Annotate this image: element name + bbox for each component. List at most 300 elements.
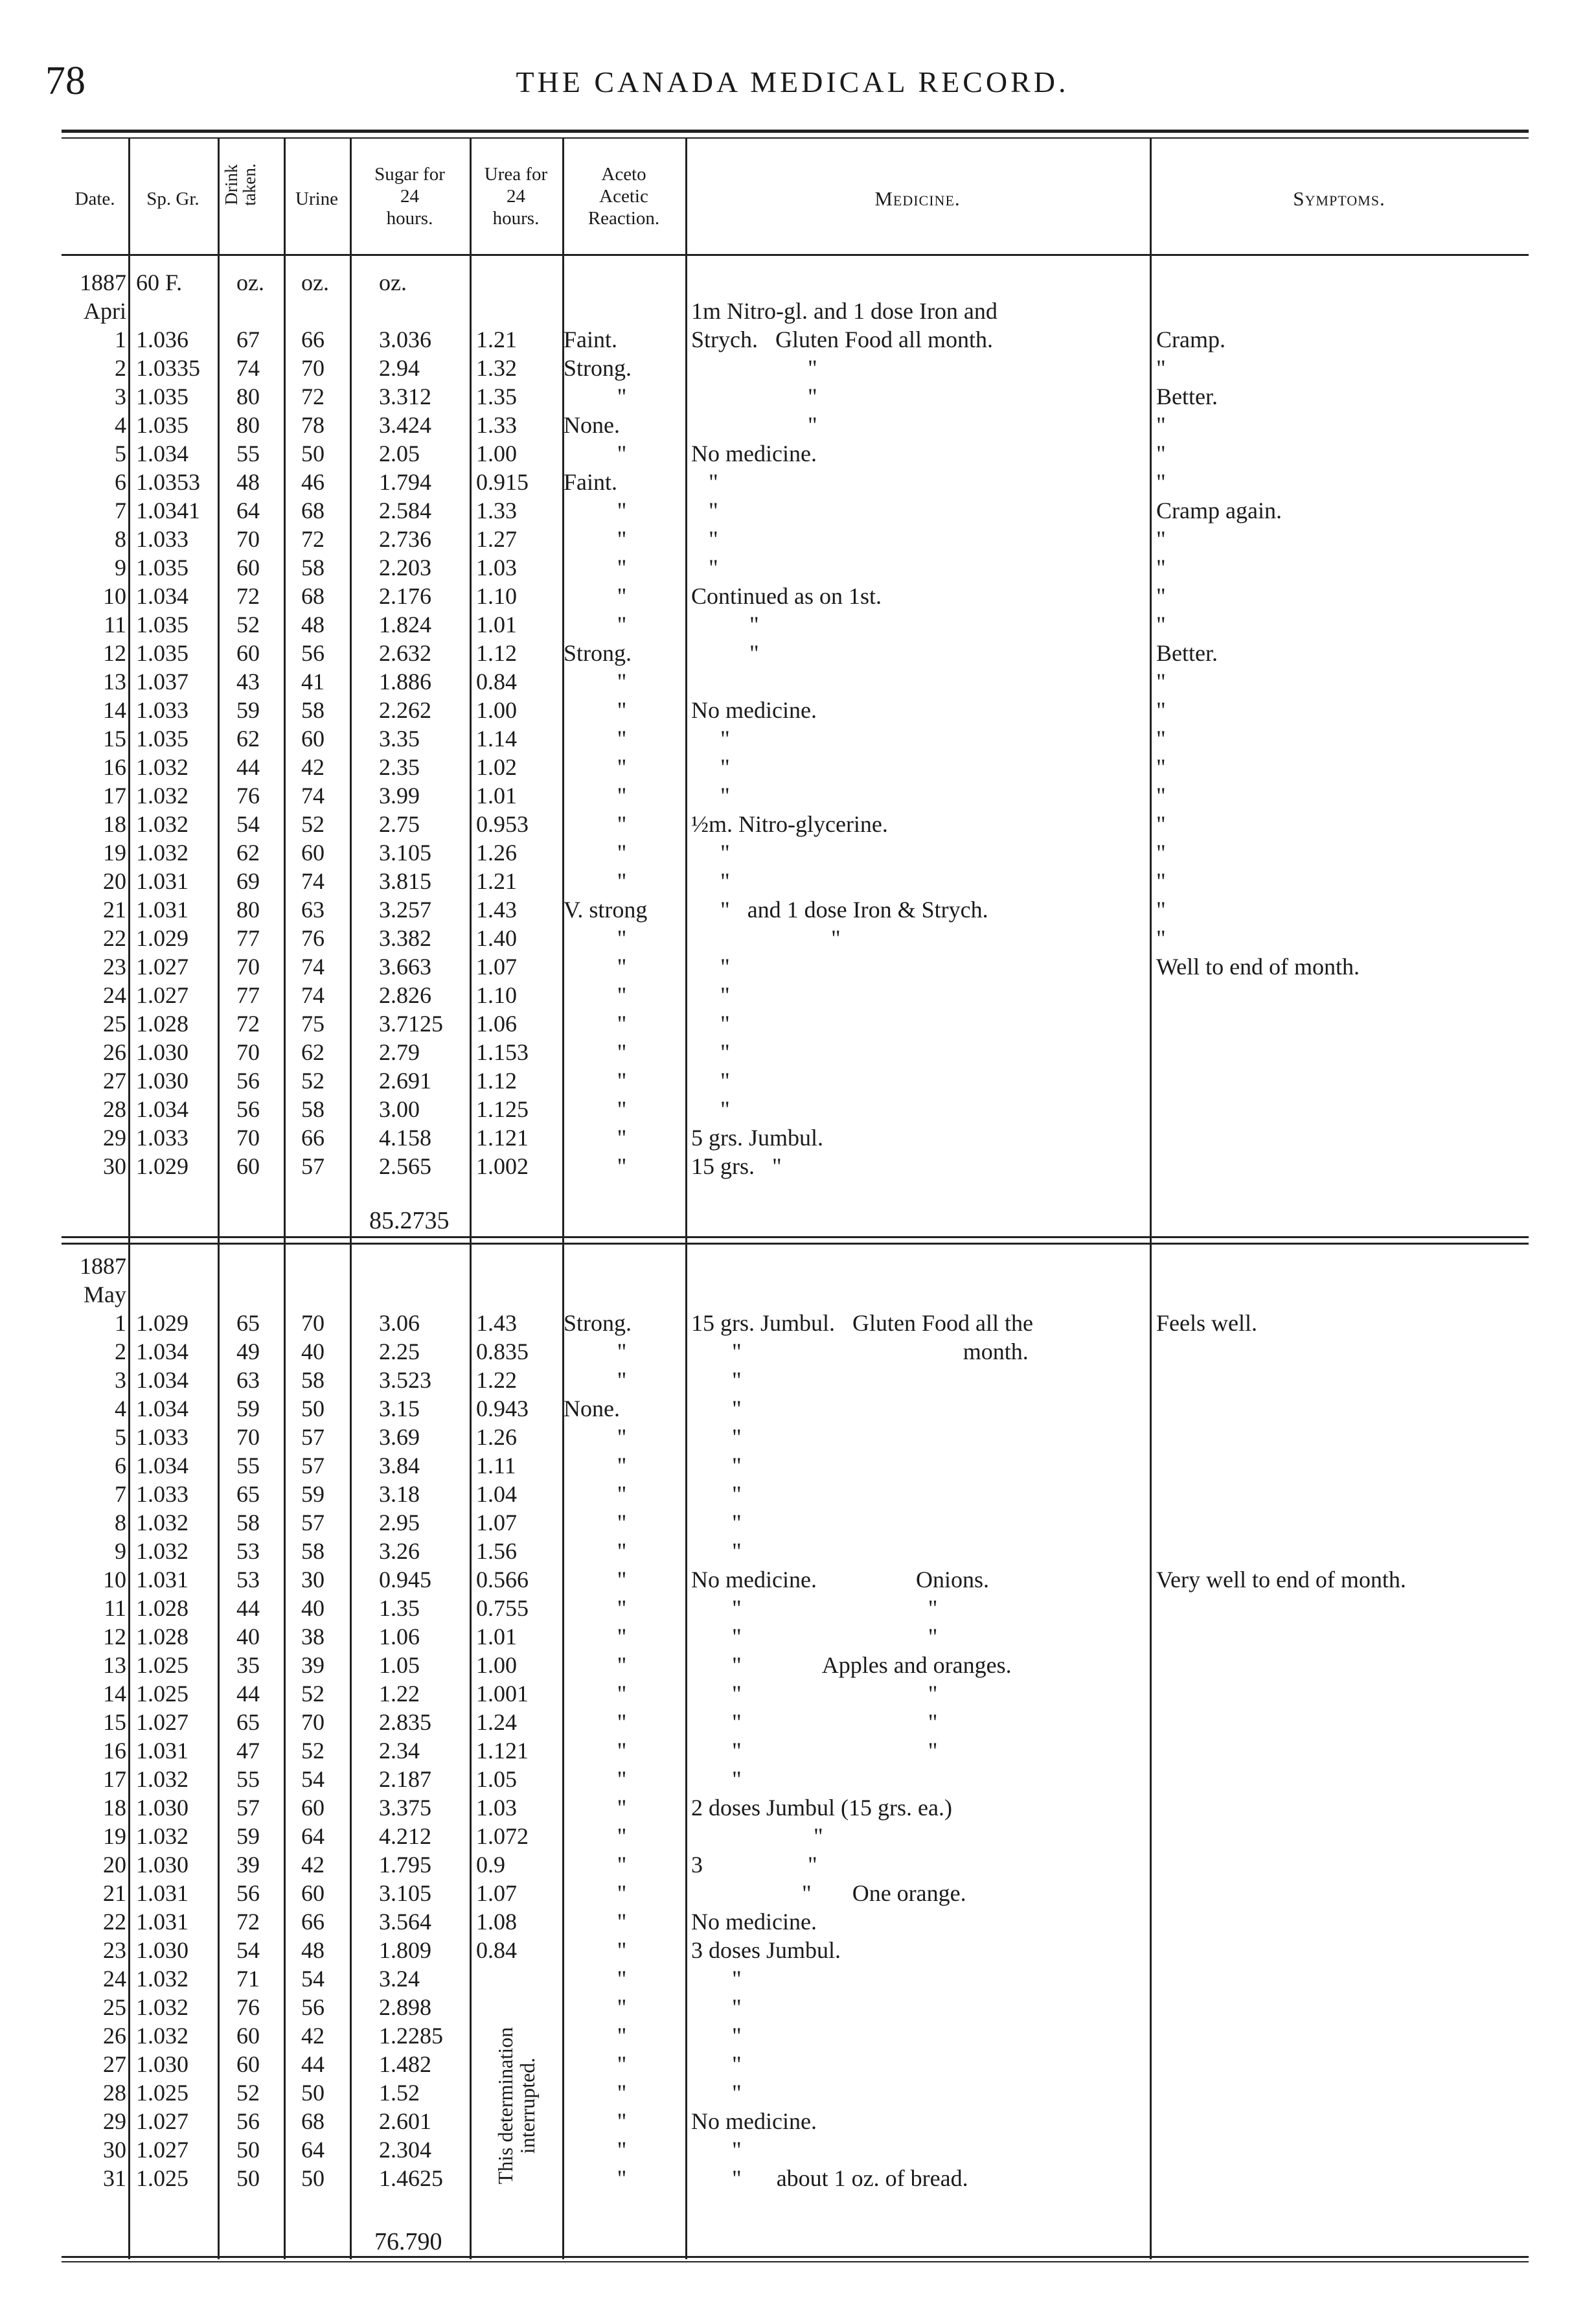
urea-cell: 1.43 [476,897,517,923]
sp-gr-cell: 1.025 [136,2165,188,2191]
urea-cell: 1.07 [476,1510,517,1536]
bottom-rule-2 [62,2261,1529,2262]
table-row [0,2107,1585,2135]
table-row [0,553,1585,582]
aceto-reaction-cell: Faint. [564,327,618,352]
medicine-cell: " [691,640,759,666]
medicine-cell: " [691,1481,742,1507]
symptoms-cell: " [1156,526,1166,552]
urea-cell: 0.943 [476,1396,529,1421]
sugar-cell: 2.95 [379,1510,420,1536]
urea-cell: 1.00 [476,441,517,466]
aceto-reaction-cell: " [617,669,627,695]
urine-cell: 58 [301,555,325,581]
may-month-row [0,1280,1585,1309]
aceto-reaction-cell: " [617,1011,627,1037]
urine-cell: 74 [301,954,325,980]
medicine-cell: " [691,355,817,381]
sugar-cell: 2.835 [379,1709,431,1735]
table-row [0,1423,1585,1451]
urea-cell: 1.02 [476,754,517,780]
sp-gr-cell: 1.032 [136,1538,188,1564]
drink-cell: 56 [236,1880,260,1906]
urea-cell: 1.43 [476,1310,517,1336]
aceto-reaction-cell: " [617,1153,627,1179]
table-row [0,1736,1585,1765]
sp-gr-cell: 1.028 [136,1595,188,1621]
urea-cell: 0.566 [476,1567,529,1593]
date-cell: 26 [103,2023,126,2049]
table-row [0,924,1585,952]
aceto-reaction-cell: " [617,1068,627,1094]
urine-cell: 57 [301,1424,325,1450]
medicine-cell: " [691,982,730,1008]
date-cell: 21 [103,1880,126,1906]
sp-gr-cell: 1.032 [136,754,188,780]
year: 1887 [80,1253,126,1279]
table-row [0,354,1585,382]
drink-cell: 72 [236,1909,260,1935]
aceto-reaction-cell: " [617,783,627,809]
aceto-reaction-cell: " [617,1453,627,1478]
urea-cell: 1.04 [476,1481,517,1507]
sugar-cell: 3.99 [379,783,420,809]
urea-cell: 1.03 [476,555,517,581]
april-month-row [0,297,1585,325]
drink-cell: 70 [236,1125,260,1151]
medicine-cell: " [691,2080,742,2106]
sugar-cell: 1.35 [379,1595,420,1621]
drink-cell: 55 [236,1766,260,1792]
aceto-reaction-cell: " [617,1966,627,1992]
date-cell: 8 [115,526,126,552]
table-row [0,1309,1585,1337]
aceto-reaction-cell: " [617,1039,627,1065]
drink-cell: 70 [236,954,260,980]
urea-cell: 1.11 [476,1453,516,1478]
sp-gr-cell: 1.028 [136,1011,188,1037]
sugar-cell: 3.815 [379,868,431,894]
table-row [0,667,1585,696]
urine-cell: 52 [301,1068,325,1094]
sp-gr-cell: 1.029 [136,1153,188,1179]
medicine-cell: " [691,1039,730,1065]
urea-cell: 1.01 [476,1624,517,1650]
table-row [0,382,1585,411]
urine-cell: 54 [301,1966,325,1992]
table-row [0,696,1585,724]
aceto-reaction-cell: Strong. [564,355,632,381]
urine-cell: 68 [301,583,325,609]
drink-cell: 80 [236,384,260,409]
sugar-cell: 3.523 [379,1367,431,1393]
sugar-cell: 2.826 [379,982,431,1008]
urine-cell: 70 [301,355,325,381]
medicine-intro: 1m Nitro-gl. and 1 dose Iron and [691,298,998,324]
urea-cell: 1.10 [476,583,517,609]
table-row [0,952,1585,981]
table-row [0,325,1585,354]
table-row [0,2135,1585,2164]
date-cell: 2 [115,355,126,381]
aceto-reaction-cell: " [617,1937,627,1963]
urine-cell: 64 [301,1823,325,1849]
table-row [0,2050,1585,2078]
date-cell: 19 [103,1823,126,1849]
aceto-reaction-cell: " [617,840,627,866]
urine-cell: 44 [301,2051,325,2077]
aceto-reaction-cell: Strong. [564,640,632,666]
sp-gr-cell: 1.034 [136,441,188,466]
sp-gr-cell: 1.035 [136,640,188,666]
drink-cell: 69 [236,868,260,894]
bottom-rule-1 [62,2256,1529,2258]
table-row [0,1879,1585,1907]
aceto-reaction-cell: " [617,2080,627,2106]
urine-cell: 60 [301,1795,325,1821]
sugar-cell: 3.00 [379,1096,420,1122]
sugar-cell: 3.564 [379,1909,431,1935]
sugar-cell: 3.257 [379,897,431,923]
table-row [0,639,1585,667]
aceto-reaction-cell: " [617,1652,627,1678]
urea-cell: 1.21 [476,868,517,894]
aceto-reaction-cell: " [617,498,627,523]
urine-cell: 70 [301,1709,325,1735]
medicine-cell: Strych. Gluten Food all month. [691,327,993,352]
sp-gr-cell: 1.031 [136,868,188,894]
symptoms-cell: " [1156,925,1166,951]
date-cell: 2 [115,1339,126,1364]
symptoms-cell: " [1156,697,1166,723]
may-year-row [0,1252,1585,1280]
symptoms-cell: " [1156,583,1166,609]
urine-cell: 66 [301,327,325,352]
table-row [0,1337,1585,1366]
header-rule [62,254,1529,256]
table-row [0,496,1585,525]
medicine-cell: " [691,469,718,495]
table-row [0,1822,1585,1850]
sugar-cell: 3.84 [379,1453,420,1478]
aceto-reaction-cell: " [617,555,627,581]
urine-cell: 41 [301,669,325,695]
sugar-cell: 1.52 [379,2080,420,2106]
symptoms-cell: Cramp again. [1156,498,1282,523]
sugar-cell: 1.06 [379,1624,420,1650]
sp-gr-cell: 1.031 [136,1909,188,1935]
sugar-cell: 2.632 [379,640,431,666]
urea-cell: 1.072 [476,1823,529,1849]
aceto-reaction-cell: " [617,1909,627,1935]
urea-cell: 1.07 [476,954,517,980]
sp-gr-cell: 1.032 [136,1766,188,1792]
table-row [0,1651,1585,1679]
date-cell: 1 [115,1310,126,1336]
date-cell: 6 [115,469,126,495]
urea-cell: 1.121 [476,1738,529,1764]
symptoms-cell: " [1156,555,1166,581]
date-cell: 15 [103,1709,126,1735]
drink-cell: 60 [236,2023,260,2049]
drink-cell: 74 [236,355,260,381]
month-divider-2 [62,1243,1529,1245]
sp-gr-cell: 1.032 [136,840,188,866]
symptoms-cell: Cramp. [1156,327,1226,352]
urea-cell: 0.9 [476,1852,505,1878]
drink-cell: 80 [236,412,260,438]
date-cell: 22 [103,925,126,951]
symptoms-cell: " [1156,612,1166,638]
medicine-cell: " [691,925,841,951]
aceto-reaction-cell: " [617,1424,627,1450]
table-row [0,1708,1585,1736]
sugar-cell: 2.691 [379,1068,431,1094]
drink-cell: 59 [236,1396,260,1421]
medicine-cell: " [691,1766,742,1792]
sugar-cell: 1.809 [379,1937,431,1963]
date-cell: 12 [103,640,126,666]
drink-cell: 48 [236,469,260,495]
table-row [0,1451,1585,1480]
urine-cell: 66 [301,1125,325,1151]
urine-cell: 30 [301,1567,325,1593]
medicine-cell: " [691,754,730,780]
urea-cell: 1.26 [476,1424,517,1450]
aceto-reaction-cell: " [617,1125,627,1151]
date-cell: 6 [115,1453,126,1478]
urine-cell: 40 [301,1339,325,1364]
urea-cell: 0.835 [476,1339,529,1364]
table-row [0,1850,1585,1879]
table-row [0,1793,1585,1822]
drink-cell: 60 [236,2051,260,2077]
table-row [0,2164,1585,2192]
drink-cell: 56 [236,1096,260,1122]
may-sugar-total: 76.790 [374,2228,442,2255]
sp-gr-cell: 1.031 [136,1880,188,1906]
medicine-cell: 15 grs. " [691,1153,782,1179]
sp-gr-cell: 1.032 [136,1510,188,1536]
header-drink-taken: Drink taken. [222,163,259,206]
sugar-cell: 3.18 [379,1481,420,1507]
symptoms-cell: " [1156,811,1166,837]
urine-cell: 58 [301,1367,325,1393]
table-row [0,1366,1585,1394]
medicine-cell: " [691,1367,742,1393]
sugar-cell: 2.75 [379,811,420,837]
drink-cell: 76 [236,783,260,809]
urea-cell: 1.21 [476,327,517,352]
table-row [0,439,1585,468]
sp-gr-cell: 1.036 [136,327,188,352]
drink-cell: 71 [236,1966,260,1992]
date-cell: 20 [103,1852,126,1878]
urea-cell: 1.03 [476,1795,517,1821]
sugar-cell: 2.25 [379,1339,420,1364]
table-row [0,610,1585,639]
sugar-cell: 1.22 [379,1681,420,1707]
drink-cell: 50 [236,2165,260,2191]
symptoms-cell: " [1156,897,1166,923]
header-sugar: Sugar for 24 hours. [374,164,445,229]
urea-cell: 1.125 [476,1096,529,1122]
table-row [0,582,1585,610]
sp-gr-cell: 1.032 [136,783,188,809]
drink-cell: 56 [236,2108,260,2134]
drink-cell: 56 [236,1068,260,1094]
medicine-cell: " [691,412,817,438]
date-cell: 15 [103,726,126,752]
date-cell: 16 [103,754,126,780]
urine-cell: 40 [301,1595,325,1621]
drink-cell: 59 [236,697,260,723]
symptoms-cell: Well to end of month. [1156,954,1360,980]
medicine-cell: " month. [691,1339,1029,1364]
date-cell: 16 [103,1738,126,1764]
sugar-cell: 1.4625 [379,2165,443,2191]
aceto-reaction-cell: " [617,2108,627,2134]
date-cell: 12 [103,1624,126,1650]
date-cell: 23 [103,954,126,980]
medicine-cell: " [691,1994,742,2020]
sp-gr-cell: 1.032 [136,1823,188,1849]
medicine-cell: " Apples and oranges. [691,1652,1012,1678]
medicine-cell: " " [691,1681,938,1707]
date-cell: 10 [103,583,126,609]
symptoms-cell: " [1156,868,1166,894]
sp-gr-cell: 1.030 [136,1039,188,1065]
aceto-reaction-cell: " [617,954,627,980]
sugar-cell: 4.212 [379,1823,431,1849]
date-cell: 30 [103,2137,126,2163]
date-cell: 28 [103,2080,126,2106]
urea-cell: 1.08 [476,1909,517,1935]
table-row [0,1679,1585,1708]
sp-gr-cell: 1.033 [136,526,188,552]
urine-cell: 60 [301,840,325,866]
urea-cell: 1.12 [476,1068,517,1094]
sugar-cell: 1.05 [379,1652,420,1678]
urine-cell: 56 [301,640,325,666]
medicine-cell: 3 doses Jumbul. [691,1937,841,1963]
aceto-reaction-cell: " [617,526,627,552]
medicine-cell: " [691,1966,742,1992]
sp-gr-cell: 1.028 [136,1624,188,1650]
urine-cell: 46 [301,469,325,495]
date-cell: 9 [115,555,126,581]
medicine-cell: " " [691,1624,938,1650]
aceto-reaction-cell: " [617,2165,627,2191]
may-section [0,1252,1585,2192]
aceto-reaction-cell: " [617,1795,627,1821]
urine-cell: 60 [301,1880,325,1906]
date-cell: 21 [103,897,126,923]
sugar-cell: 3.105 [379,840,431,866]
urea-cell: 1.05 [476,1766,517,1792]
month: Apri [84,298,126,324]
drink-cell: 53 [236,1567,260,1593]
date-cell: 14 [103,1681,126,1707]
aceto-reaction-cell: " [617,697,627,723]
drink-cell: 77 [236,982,260,1008]
urea-cell: 0.84 [476,669,517,695]
drink-cell: 39 [236,1852,260,1878]
urine-cell: 57 [301,1510,325,1536]
urine-cell: 42 [301,754,325,780]
aceto-reaction-cell: " [617,1367,627,1393]
aceto-reaction-cell: None. [564,1396,620,1421]
medicine-cell: " [691,1424,742,1450]
date-cell: 18 [103,1795,126,1821]
urine-cell: 74 [301,982,325,1008]
aceto-reaction-cell: " [617,982,627,1008]
date-cell: 17 [103,783,126,809]
medicine-cell: " [691,526,718,552]
drink-cell: 55 [236,1453,260,1478]
sp-gr-cell: 1.027 [136,982,188,1008]
table-row [0,1009,1585,1038]
urine-cell: 42 [301,1852,325,1878]
urea-cell: 1.33 [476,412,517,438]
drink-cell: 64 [236,498,260,523]
symptoms-cell: " [1156,441,1166,466]
urea-cell: 1.27 [476,526,517,552]
sp-gr-cell: 1.032 [136,1966,188,1992]
symptoms-cell: " [1156,355,1166,381]
sugar-cell: 2.176 [379,583,431,609]
april-year-row [0,268,1585,297]
aceto-reaction-cell: " [617,1709,627,1735]
urea-cell: 0.953 [476,811,529,837]
drink-cell: 67 [236,327,260,352]
date-cell: 11 [104,612,126,638]
date-cell: 22 [103,1909,126,1935]
urea-cell: 1.32 [476,355,517,381]
date-cell: 10 [103,1567,126,1593]
table-row [0,1993,1585,2021]
symptoms-cell: Better. [1156,640,1218,666]
medicine-cell: No medicine. [691,441,817,466]
top-rule-thin [62,137,1529,139]
month: May [84,1282,126,1307]
sugar-cell: 1.795 [379,1852,431,1878]
table-row [0,1537,1585,1565]
urine-cell: 50 [301,2165,325,2191]
sp-gr-cell: 1.025 [136,1681,188,1707]
urine-cell: 63 [301,897,325,923]
drink-cell: 80 [236,897,260,923]
drink-cell: 60 [236,640,260,666]
aceto-reaction-cell: " [617,2023,627,2049]
sp-gr-cell: 1.037 [136,669,188,695]
sp-gr-cell: 1.035 [136,612,188,638]
drink-cell: 65 [236,1481,260,1507]
date-cell: 5 [115,441,126,466]
urea-cell: 1.001 [476,1681,529,1707]
drink-cell: 70 [236,526,260,552]
sugar-cell: 1.794 [379,469,431,495]
sugar-cell: 3.15 [379,1396,420,1421]
medicine-cell: 2 doses Jumbul (15 grs. ea.) [691,1795,952,1821]
sugar-cell: 0.945 [379,1567,431,1593]
sugar-cell: 2.94 [379,355,420,381]
medicine-cell: " [691,726,730,752]
medicine-cell: " " [691,1595,938,1621]
symptoms-cell: Better. [1156,384,1218,409]
drink-cell: 50 [236,2137,260,2163]
sp-gr-cell: 1.034 [136,1339,188,1364]
